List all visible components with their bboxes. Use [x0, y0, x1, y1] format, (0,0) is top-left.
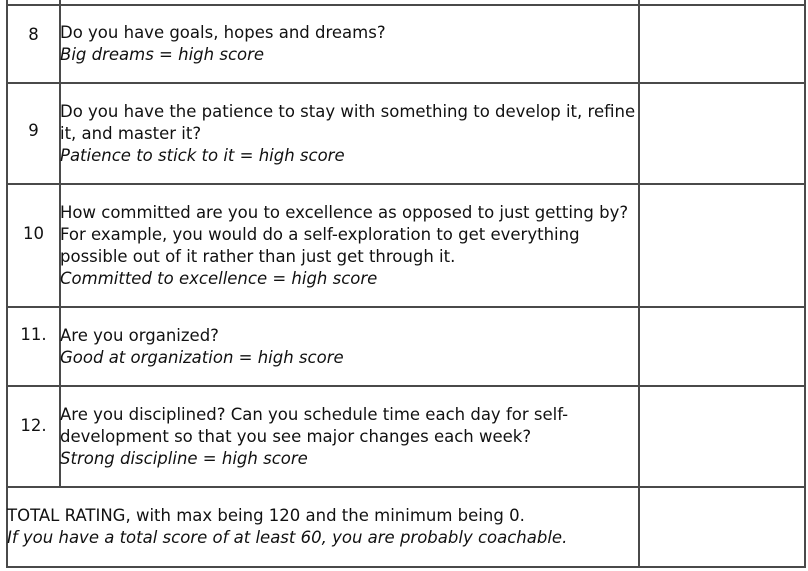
question-text-cell — [60, 5, 639, 83]
question-number-cell — [7, 386, 60, 487]
score-entry-cell[interactable] — [639, 307, 805, 386]
scoring-hint: Patience to stick to it = high score — [60, 145, 345, 165]
scoring-hint: Big dreams = high score — [60, 45, 265, 64]
total-rating-label: TOTAL RATING, with max being 120 and the minimum being 0. — [7, 506, 525, 525]
question-number-cell — [7, 184, 60, 307]
score-entry-cell[interactable] — [639, 83, 805, 184]
scoring-hint: Strong discipline = high score — [60, 448, 308, 468]
question-text-cell — [60, 307, 639, 386]
question-number: 10 — [23, 223, 44, 243]
question-number-cell — [7, 307, 60, 386]
score-entry-cell[interactable] — [639, 386, 805, 487]
question-text: Are you disciplined? Can you schedule time each day for self-development so that you see major changes each week? — [60, 404, 569, 446]
question-number-cell — [7, 5, 60, 83]
score-entry-cell[interactable] — [639, 184, 805, 307]
question-text-cell — [60, 184, 639, 307]
total-rating-cell — [7, 487, 639, 567]
question-text-cell — [60, 83, 639, 184]
total-rating-row — [7, 487, 805, 567]
score-entry-cell[interactable] — [639, 5, 805, 83]
question-row-11 — [7, 307, 805, 386]
scoring-hint: Committed to excellence = high score — [60, 268, 378, 288]
question-text: Do you have the patience to stay with something to develop it, refine it, and master it? — [60, 101, 636, 143]
total-score-cell[interactable] — [639, 487, 805, 567]
question-text: How committed are you to excellence as opposed to just getting by? For example, you would do a self-exploration to get everything possible out of it rather than just get through it. — [60, 202, 629, 266]
question-number-cell — [7, 83, 60, 184]
question-number: 9 — [28, 120, 39, 140]
question-number: 11. — [20, 324, 47, 344]
question-row-10 — [7, 184, 805, 307]
question-text: Do you have goals, hopes and dreams? — [60, 23, 386, 42]
coachability-table — [6, 0, 806, 568]
question-text-cell — [60, 386, 639, 487]
question-row-8 — [7, 5, 805, 83]
question-text: Are you organized? — [60, 325, 219, 345]
scoring-hint: Good at organization = high score — [60, 347, 344, 367]
question-row-12 — [7, 386, 805, 487]
question-number: 8 — [28, 25, 39, 44]
coachable-note: If you have a total score of at least 60, you are probably coachable. — [7, 528, 568, 547]
question-row-9 — [7, 83, 805, 184]
question-number: 12. — [20, 415, 47, 435]
